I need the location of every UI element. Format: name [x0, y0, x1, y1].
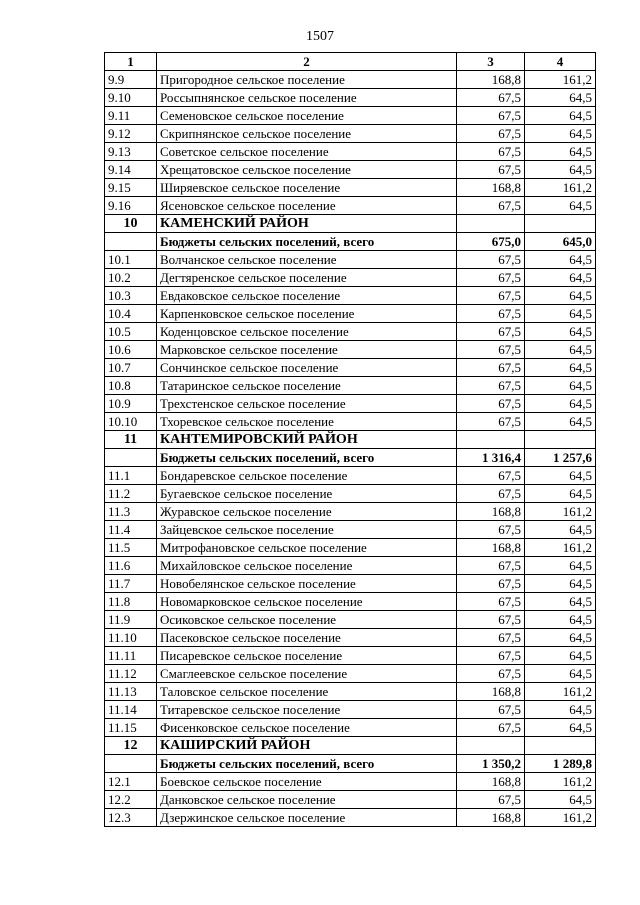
- row-name: Таловское сельское поселение: [157, 683, 457, 701]
- row-name: Сончинское сельское поселение: [157, 359, 457, 377]
- row-value-col4: 64,5: [525, 701, 596, 719]
- row-value-col4: 64,5: [525, 359, 596, 377]
- row-value-col3: 67,5: [457, 161, 525, 179]
- table-row: [105, 665, 596, 683]
- row-code: 11.7: [105, 575, 157, 593]
- row-name: Коденцовское сельское поселение: [157, 323, 457, 341]
- row-value-col3: 67,5: [457, 197, 525, 215]
- row-code: 10.2: [105, 269, 157, 287]
- row-code: 11.12: [105, 665, 157, 683]
- row-value-col3: 67,5: [457, 287, 525, 305]
- row-value-col4: 64,5: [525, 791, 596, 809]
- table-row: [105, 359, 596, 377]
- row-value-col3: 168,8: [457, 179, 525, 197]
- row-name: Россыпнянское сельское поселение: [157, 89, 457, 107]
- row-code: 11: [105, 431, 157, 449]
- row-value-col4: 64,5: [525, 125, 596, 143]
- row-value-col4: 161,2: [525, 773, 596, 791]
- row-code: 11.6: [105, 557, 157, 575]
- table-row: [105, 395, 596, 413]
- table-row: [105, 593, 596, 611]
- row-code: 9.9: [105, 71, 157, 89]
- table-row: [105, 629, 596, 647]
- row-value-col3: 67,5: [457, 647, 525, 665]
- row-value-col3: 67,5: [457, 629, 525, 647]
- row-name: Фисенковское сельское поселение: [157, 719, 457, 737]
- row-value-col3: 67,5: [457, 485, 525, 503]
- row-name: Бугаевское сельское поселение: [157, 485, 457, 503]
- row-value-col4: 64,5: [525, 377, 596, 395]
- row-name: Титаревское сельское поселение: [157, 701, 457, 719]
- row-code: 10.6: [105, 341, 157, 359]
- row-code: 10.3: [105, 287, 157, 305]
- row-code: 10.7: [105, 359, 157, 377]
- row-name: КАШИРСКИЙ РАЙОН: [157, 737, 457, 755]
- row-value-col3: 67,5: [457, 521, 525, 539]
- row-name: Пригородное сельское поселение: [157, 71, 457, 89]
- row-value-col4: 64,5: [525, 89, 596, 107]
- row-name: Волчанское сельское поселение: [157, 251, 457, 269]
- row-value-col4: 64,5: [525, 647, 596, 665]
- row-value-col3: [457, 737, 525, 755]
- row-name: Дзержинское сельское поселение: [157, 809, 457, 827]
- row-name: Писаревское сельское поселение: [157, 647, 457, 665]
- row-value-col3: [457, 431, 525, 449]
- row-value-col4: 64,5: [525, 323, 596, 341]
- table-row: [105, 521, 596, 539]
- row-value-col3: [457, 215, 525, 233]
- row-value-col3: 67,5: [457, 701, 525, 719]
- row-code: 10: [105, 215, 157, 233]
- row-name: Карпенковское сельское поселение: [157, 305, 457, 323]
- row-name: Пасековское сельское поселение: [157, 629, 457, 647]
- row-name: Семеновское сельское поселение: [157, 107, 457, 125]
- row-code: 9.14: [105, 161, 157, 179]
- row-value-col3: 67,5: [457, 791, 525, 809]
- row-name: Дегтяренское сельское поселение: [157, 269, 457, 287]
- row-value-col3: 67,5: [457, 719, 525, 737]
- row-value-col3: 67,5: [457, 377, 525, 395]
- row-name: Михайловское сельское поселение: [157, 557, 457, 575]
- table-header-row: [105, 53, 596, 71]
- row-value-col3: 168,8: [457, 539, 525, 557]
- row-name: Бюджеты сельских поселений, всего: [157, 233, 457, 251]
- row-value-col3: 67,5: [457, 611, 525, 629]
- row-code: 12.3: [105, 809, 157, 827]
- table-row: [105, 341, 596, 359]
- row-name: Бюджеты сельских поселений, всего: [157, 449, 457, 467]
- table-row: [105, 89, 596, 107]
- row-value-col3: 1 316,4: [457, 449, 525, 467]
- row-value-col4: 64,5: [525, 341, 596, 359]
- table-row: [105, 377, 596, 395]
- row-value-col4: 64,5: [525, 575, 596, 593]
- table-row: [105, 683, 596, 701]
- row-value-col3: 67,5: [457, 575, 525, 593]
- row-name: Осиковское сельское поселение: [157, 611, 457, 629]
- row-value-col3: 67,5: [457, 305, 525, 323]
- row-code: 10.4: [105, 305, 157, 323]
- row-name: Журавское сельское поселение: [157, 503, 457, 521]
- table-row: [105, 503, 596, 521]
- table-row: [105, 251, 596, 269]
- row-value-col4: 64,5: [525, 611, 596, 629]
- row-value-col4: 64,5: [525, 665, 596, 683]
- row-value-col4: 64,5: [525, 395, 596, 413]
- row-value-col4: 64,5: [525, 251, 596, 269]
- row-value-col4: 64,5: [525, 593, 596, 611]
- table-row: [105, 197, 596, 215]
- district-total-row: [105, 233, 596, 251]
- district-row: [105, 737, 596, 755]
- row-value-col4: 64,5: [525, 287, 596, 305]
- row-name: Трехстенское сельское поселение: [157, 395, 457, 413]
- district-total-row: [105, 449, 596, 467]
- table-row: [105, 125, 596, 143]
- row-code: 9.12: [105, 125, 157, 143]
- row-code: 11.8: [105, 593, 157, 611]
- row-value-col3: 67,5: [457, 251, 525, 269]
- table-row: [105, 485, 596, 503]
- row-value-col4: 64,5: [525, 467, 596, 485]
- header-col-1: 1: [105, 53, 157, 71]
- budget-table: [104, 52, 596, 827]
- row-value-col3: 168,8: [457, 71, 525, 89]
- row-code: 10.10: [105, 413, 157, 431]
- row-code: 11.14: [105, 701, 157, 719]
- row-value-col3: 67,5: [457, 359, 525, 377]
- row-code: 11.1: [105, 467, 157, 485]
- row-value-col3: 168,8: [457, 773, 525, 791]
- table-row: [105, 107, 596, 125]
- row-value-col4: 64,5: [525, 557, 596, 575]
- row-name: Митрофановское сельское поселение: [157, 539, 457, 557]
- row-name: Скрипнянское сельское поселение: [157, 125, 457, 143]
- row-value-col4: 64,5: [525, 107, 596, 125]
- row-name: Бондаревское сельское поселение: [157, 467, 457, 485]
- row-value-col4: [525, 431, 596, 449]
- table-row: [105, 413, 596, 431]
- table-row: [105, 179, 596, 197]
- row-code: 12.2: [105, 791, 157, 809]
- row-value-col3: 67,5: [457, 665, 525, 683]
- row-value-col3: 67,5: [457, 557, 525, 575]
- row-name: Евдаковское сельское поселение: [157, 287, 457, 305]
- row-value-col4: 64,5: [525, 305, 596, 323]
- row-code: 11.9: [105, 611, 157, 629]
- table-row: [105, 719, 596, 737]
- row-value-col3: 67,5: [457, 143, 525, 161]
- row-code: 10.8: [105, 377, 157, 395]
- row-name: Боевское сельское поселение: [157, 773, 457, 791]
- row-value-col4: 1 257,6: [525, 449, 596, 467]
- row-value-col3: 1 350,2: [457, 755, 525, 773]
- row-value-col4: 64,5: [525, 269, 596, 287]
- row-name: КАМЕНСКИЙ РАЙОН: [157, 215, 457, 233]
- row-value-col3: 67,5: [457, 395, 525, 413]
- row-value-col4: 64,5: [525, 161, 596, 179]
- row-code: 12.1: [105, 773, 157, 791]
- row-value-col3: 67,5: [457, 125, 525, 143]
- table-row: [105, 269, 596, 287]
- row-value-col4: 161,2: [525, 539, 596, 557]
- row-code: 11.11: [105, 647, 157, 665]
- table-row: [105, 539, 596, 557]
- row-code: 11.5: [105, 539, 157, 557]
- row-code: 9.13: [105, 143, 157, 161]
- header-col-3: 3: [457, 53, 525, 71]
- row-name: Новомарковское сельское поселение: [157, 593, 457, 611]
- row-code: 12: [105, 737, 157, 755]
- row-value-col3: 168,8: [457, 503, 525, 521]
- row-code: 10.1: [105, 251, 157, 269]
- table-row: [105, 71, 596, 89]
- table-row: [105, 287, 596, 305]
- row-name: Новобелянское сельское поселение: [157, 575, 457, 593]
- row-name: Ясеновское сельское поселение: [157, 197, 457, 215]
- table-row: [105, 575, 596, 593]
- row-value-col4: 161,2: [525, 179, 596, 197]
- row-code: 11.15: [105, 719, 157, 737]
- row-value-col3: 67,5: [457, 467, 525, 485]
- row-code: [105, 449, 157, 467]
- row-name: Смаглеевское сельское поселение: [157, 665, 457, 683]
- row-code: [105, 233, 157, 251]
- table-row: [105, 161, 596, 179]
- row-name: Бюджеты сельских поселений, всего: [157, 755, 457, 773]
- row-value-col4: [525, 215, 596, 233]
- district-row: [105, 215, 596, 233]
- district-total-row: [105, 755, 596, 773]
- row-code: 10.5: [105, 323, 157, 341]
- row-value-col4: 64,5: [525, 485, 596, 503]
- row-name: Хрещатовское сельское поселение: [157, 161, 457, 179]
- table-row: [105, 143, 596, 161]
- row-value-col3: 67,5: [457, 593, 525, 611]
- row-code: 11.10: [105, 629, 157, 647]
- row-value-col4: 161,2: [525, 71, 596, 89]
- table-row: [105, 701, 596, 719]
- row-value-col3: 67,5: [457, 341, 525, 359]
- row-value-col4: 64,5: [525, 719, 596, 737]
- row-code: 11.4: [105, 521, 157, 539]
- row-value-col4: 645,0: [525, 233, 596, 251]
- row-value-col4: 64,5: [525, 413, 596, 431]
- budget-table-body: [105, 53, 596, 827]
- header-col-4: 4: [525, 53, 596, 71]
- row-name: Зайцевское сельское поселение: [157, 521, 457, 539]
- table-row: [105, 323, 596, 341]
- row-value-col4: 161,2: [525, 503, 596, 521]
- table-row: [105, 809, 596, 827]
- row-value-col3: 67,5: [457, 107, 525, 125]
- row-name: Татаринское сельское поселение: [157, 377, 457, 395]
- row-name: КАНТЕМИРОВСКИЙ РАЙОН: [157, 431, 457, 449]
- row-name: Советское сельское поселение: [157, 143, 457, 161]
- table-row: [105, 773, 596, 791]
- row-value-col4: 64,5: [525, 629, 596, 647]
- row-name: Данковское сельское поселение: [157, 791, 457, 809]
- header-col-2: 2: [157, 53, 457, 71]
- table-row: [105, 791, 596, 809]
- row-value-col3: 67,5: [457, 269, 525, 287]
- row-code: 11.3: [105, 503, 157, 521]
- row-value-col4: 161,2: [525, 683, 596, 701]
- row-value-col3: 67,5: [457, 89, 525, 107]
- table-row: [105, 557, 596, 575]
- district-row: [105, 431, 596, 449]
- row-value-col4: 64,5: [525, 521, 596, 539]
- page-number: 1507: [306, 29, 334, 44]
- row-value-col3: 675,0: [457, 233, 525, 251]
- row-value-col4: 64,5: [525, 197, 596, 215]
- row-code: 9.10: [105, 89, 157, 107]
- row-value-col4: 1 289,8: [525, 755, 596, 773]
- row-value-col4: 161,2: [525, 809, 596, 827]
- row-code: 11.2: [105, 485, 157, 503]
- row-value-col3: 168,8: [457, 683, 525, 701]
- row-value-col3: 168,8: [457, 809, 525, 827]
- row-code: 9.11: [105, 107, 157, 125]
- row-code: 11.13: [105, 683, 157, 701]
- table-row: [105, 305, 596, 323]
- row-value-col3: 67,5: [457, 413, 525, 431]
- row-code: 9.16: [105, 197, 157, 215]
- row-name: Марковское сельское поселение: [157, 341, 457, 359]
- table-row: [105, 647, 596, 665]
- row-value-col4: 64,5: [525, 143, 596, 161]
- row-code: [105, 755, 157, 773]
- row-value-col4: [525, 737, 596, 755]
- table-row: [105, 611, 596, 629]
- row-value-col3: 67,5: [457, 323, 525, 341]
- row-name: Тхоревское сельское поселение: [157, 413, 457, 431]
- row-code: 10.9: [105, 395, 157, 413]
- table-row: [105, 467, 596, 485]
- row-code: 9.15: [105, 179, 157, 197]
- row-name: Ширяевское сельское поселение: [157, 179, 457, 197]
